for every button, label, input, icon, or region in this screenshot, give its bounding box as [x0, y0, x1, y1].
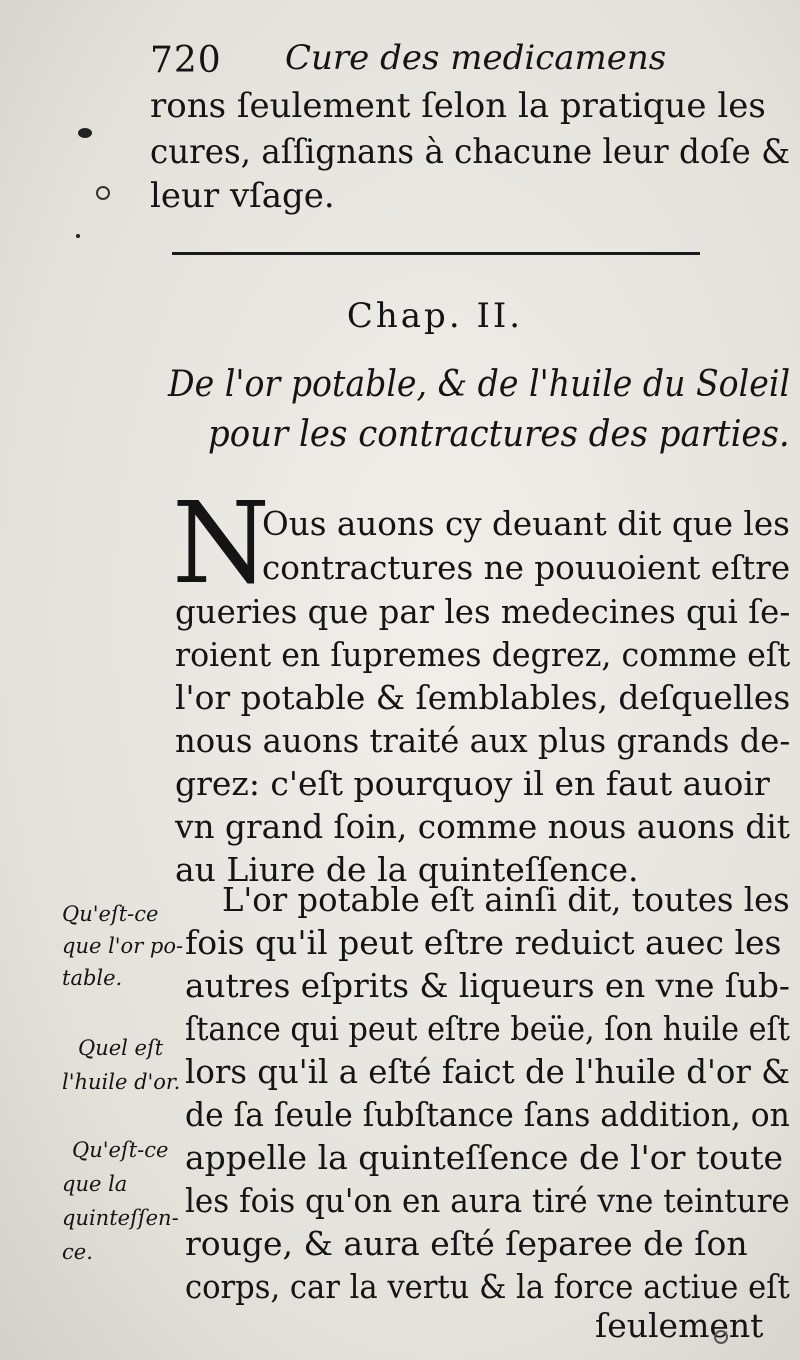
ink-blot [76, 234, 80, 238]
body-line: lors qu'il a eſté faict de l'huile d'or & [185, 1052, 790, 1091]
body-line: au Liure de la quinteſſence. [175, 850, 639, 889]
intro-line: rons ſeulement ſelon la pratique les [150, 86, 766, 126]
body-line: vn grand ſoin, comme nous auons dit [175, 807, 790, 846]
ink-blot [96, 186, 110, 200]
intro-line: cures, aſſignans à chacune leur doſe & [150, 132, 791, 172]
body-line: nous auons traité aux plus grands de- [175, 721, 791, 760]
body-line: les fois qu'on en aura tiré vne teinture [185, 1181, 790, 1220]
body-line: Ous auons cy deuant dit que les [262, 504, 790, 543]
body-line: grez: c'eſt pourquoy il en faut auoir [175, 764, 770, 803]
section-divider [172, 252, 700, 255]
page-number: 720 [150, 40, 222, 81]
body-line: contractures ne pouuoient eſtre [262, 548, 791, 587]
body-line: ſtance qui peut eſtre beüe, ſon huile eſt [185, 1009, 790, 1048]
body-line: appelle la quinteſſence de l'or toute [185, 1138, 784, 1177]
margin-note-line: que l'or po- [62, 934, 184, 958]
ink-blot [78, 128, 92, 138]
intro-line: leur vſage. [150, 176, 335, 216]
body-line: roient en ſupremes degrez, comme eſt [175, 635, 791, 674]
margin-note-line: quinteſſen- [62, 1206, 179, 1230]
margin-note-line: que la [62, 1172, 128, 1196]
margin-note-line: ce. [62, 1240, 93, 1264]
body-line: autres eſprits & liqueurs en vne ſub- [185, 966, 790, 1005]
margin-note-line: Qu'eſt-ce [72, 1138, 169, 1162]
margin-note-line: Qu'eſt-ce [62, 902, 159, 926]
chapter-title-line1: De l'or potable, & de l'huile du Soleil [168, 364, 791, 405]
catchword: ſeulement [595, 1306, 764, 1345]
margin-note-line: l'huile d'or. [62, 1070, 181, 1094]
body-line: L'or potable eſt ainſi dit, toutes les [222, 880, 790, 919]
ink-blot [714, 1330, 728, 1344]
body-line: rouge, & aura eſté ſeparee de ſon [185, 1224, 748, 1263]
body-line: l'or potable & ſemblables, deſquelles [175, 678, 791, 717]
running-title: Cure des medicamens [285, 38, 667, 78]
body-line: corps, car la vertu & la force actiue eſt [185, 1267, 790, 1306]
margin-note-line: table. [62, 966, 123, 990]
chapter-title-line2: pour les contractures des parties. [208, 414, 790, 455]
body-line: de ſa ſeule ſubſtance ſans addition, on [185, 1095, 790, 1134]
body-line: fois qu'il peut eſtre reduict auec les [185, 923, 782, 962]
body-line: gueries que par les medecines qui ſe- [175, 592, 791, 631]
margin-note-line: Quel eſt [78, 1036, 164, 1060]
chapter-label: Chap. II. [346, 296, 524, 336]
drop-cap: N [172, 479, 270, 609]
